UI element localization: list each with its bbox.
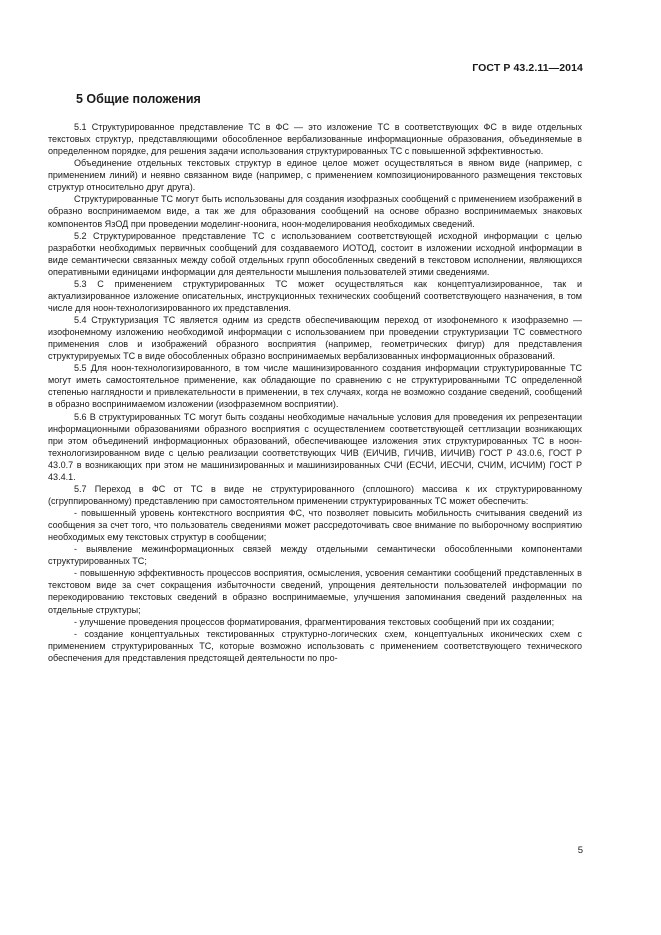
paragraph-5-2: 5.2 Структурированное представление ТС с использованием соответствующей исходной информации с целью разработки необходимых первичных сообщений для создаваемого ИОТОД, состоит в изложении исходной информации в виде семантически связанных между собой отдельных групп обособленных сведений в текстовом исполнении, являющихся оперативными единицами информации для деятельности мышления пользователей этими сведениями.	[48, 230, 582, 277]
list-item: - создание концептуальных текстированных структурно-логических схем, концептуальных иконических схем с применением структурированных ТС, которые возможно использовать с применением соответствующего технического обеспечения для представления предстоящей деятельности по про-	[48, 628, 582, 663]
paragraph-5-1-usage: Структурированные ТС могут быть использованы для создания изофразных сообщений с применением изображений в образно воспринимаемом виде, а так же для образования сообщений на основе образно воспринимаемых знаковых компонентов ЯзОД при проведении моделинг-ноонига, ноон-моделирования необходимых сведений.	[48, 194, 582, 229]
paragraph-5-1-association: Объединение отдельных текстовых структур в единое целое может осуществляться в явном виде (например, с применением линий) и неявно связанном виде (например, с применением композиционированного размещения текстовых структур относительно друг друга).	[48, 158, 582, 193]
paragraph-5-7: 5.7 Переход в ФС от ТС в виде не структурированного (сплошного) массива к их структурированному (сгруппированному) представлению при самостоятельном применении структурированных ТС может обеспечить:	[48, 483, 582, 506]
list-item: - повышенный уровень контекстного восприятия ФС, что позволяет повысить мобильность считывания сведений из сообщения за счет того, что пользователь сведениями может рассредоточивать свое внимание по выборочному восприятию необходимых ему текстовых структур в сообщении;	[48, 508, 582, 543]
list-item: - улучшение проведения процессов форматирования, фрагментирования текстовых сообщений при их создании;	[74, 616, 555, 627]
list-item: - повышенную эффективность процессов восприятия, осмысления, усвоения семантики сообщений представленных в текстовом виде за счет сокращения избыточности сведений, упрощения деятельности пользователей информации по перекодированию текстовых сведений в образно воспринимаемые, улучшения запоминания сведений разделенных на отдельные структуры;	[48, 568, 582, 615]
paragraph-5-4: 5.4 Структуризация ТС является одним из средств обеспечивающим переход от изофонемного к изофраземно — изофонемному изложению необходимой информации с использованием при проведении структуризации ТС совместного применения слов и изображений образного восприятия (например, геометрических фигур) для представления структурируемых ТС в виде обособленных образно воспринимаемых вербализованных информационных образований.	[48, 315, 582, 362]
body-text	[48, 121, 582, 664]
paragraph-5-1: 5.1 Структурированное представление ТС в ФС — это изложение ТС в соответствующих ФС в виде отдельных текстовых структур, представляющими обособленное вербализованные информационные образования, объединяемые в определенном порядке, для решения задачи использования структурированных ТС с повышенной эффективностью.	[48, 122, 582, 157]
list-item: - выявление межинформационных связей между отдельными семантически обособленными компонентами структурированных ТС;	[48, 544, 582, 567]
paragraph-5-6: 5.6 В структурированных ТС могут быть созданы необходимые начальные условия для проведения их репрезентации информационными образованиями образного восприятия с осуществлением соответствующей сеттлизации возникающих при этом объединений информационных образований, обеспечивающее изложения этих структурированных ТС в ноон-технологизированном виде с целью реализации соответствующих ЧИВ (ЕИЧИВ, ГИЧИВ, ИИЧИВ) ГОСТ Р 43.0.6, ГОСТ Р 43.0.7 в возникающих при этом не машинизированных и машинизированных СЧИ (ЕСЧИ, ИЕСЧИ, СЧИМ, ИСЧИМ) ГОСТ Р 43.4.1.	[48, 411, 582, 482]
paragraph-5-3: 5.3 С применением структурированных ТС может осуществляться как концептуализированное, так и актуализированное изложение описательных, инструкционных технических сообщений соответствующего назначения, в том числе для ноон-технологизированного их представления.	[48, 278, 582, 313]
section-title: 5 Общие положения	[76, 92, 201, 106]
paragraph-5-5: 5.5 Для ноон-технологизированного, в том числе машинизированного создания информации структурированные ТС могут иметь самостоятельное применение, как обладающие по сравнению с не структурированными ТС определенной степенью наглядности и привлекательности в применении, в тех случаях, когда не возможно создание сведений, сообщений в образно воспринимаемом изложении (изофраземном восприятии).	[48, 363, 582, 410]
page-number: 5	[577, 845, 583, 856]
standard-header: ГОСТ Р 43.2.11—2014	[472, 62, 583, 74]
